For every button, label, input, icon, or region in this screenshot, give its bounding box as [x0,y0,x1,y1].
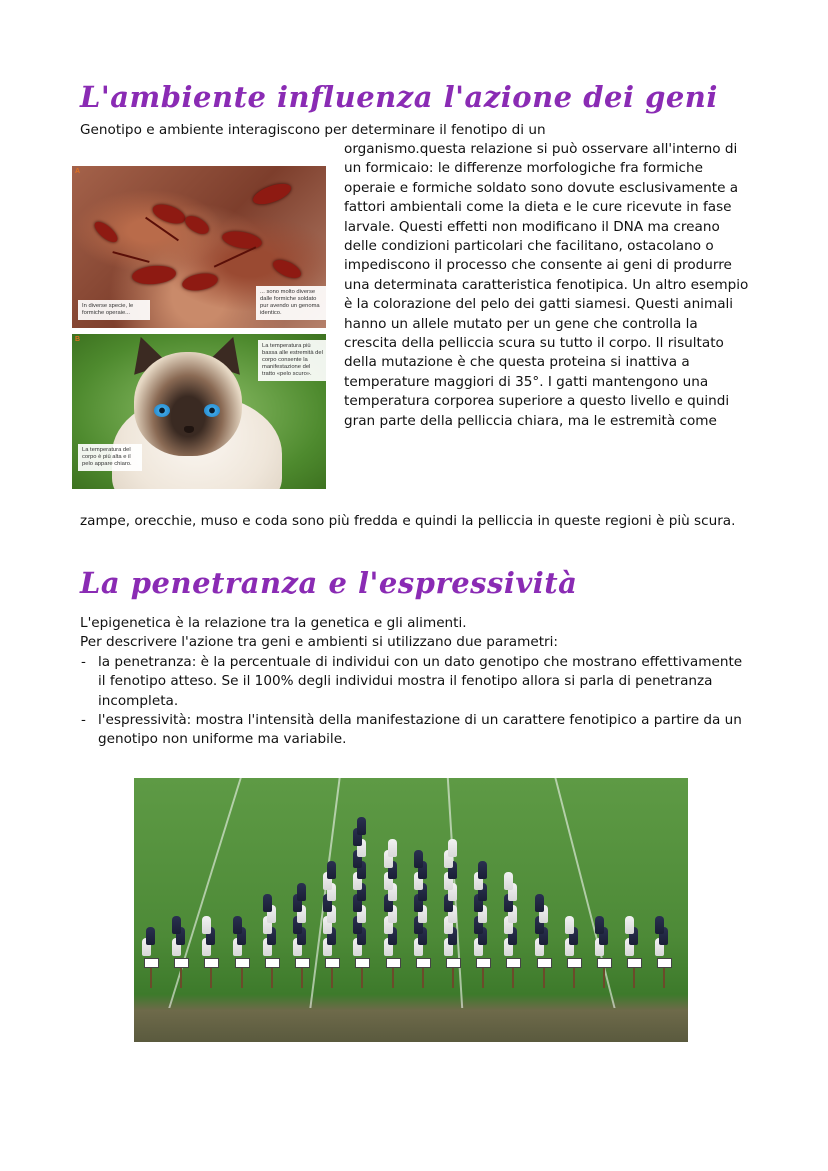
cat-caption-bottom: La temperatura del corpo è più alta e il pelo appare chiaro. [78,444,142,471]
person-figure [263,894,272,912]
person-figure [297,883,306,901]
ant-leg [214,246,257,267]
person-figure [388,839,397,857]
person-figure [414,850,423,868]
ant-shape [131,264,176,286]
height-sign [265,958,280,968]
body-text: organismo.questa relazione si può osservare all'interno di un formicaio: le differenze morfologiche fra formiche operaie e formiche soldato sono dovute esclusivamente a fattori ambientali come la dieta e le cure ricevute in fase larvale. Questi effetti non modificano il DNA ma creano delle condizioni particolari che facilitano, ostacolano o impediscono il processo che consente ai geni di produrre una determinata caratteristica fenotipica. Un altro esempio è la colorazione del pelo dei gatti siamesi. Questi animali hanno un allele mutato per un gene che controlla la crescita della pelliccia scura su tutto il corpo. Il risultato della mutazione è che questa proteina si inattiva a temperature maggiori di 35°. I gatti mantengono una temperatura corporea superiore a questo livello e quindi gran parte della pelliccia chiara, ma le estremità come [344,141,749,429]
height-sign [537,958,552,968]
person-figure [448,839,457,857]
cat-eye [204,404,220,417]
height-sign [416,958,431,968]
height-sign [597,958,612,968]
students-height-photo [134,778,688,1042]
siamese-cat-figure [72,334,326,489]
person-figure [478,861,487,879]
height-sign [204,958,219,968]
ant-shape [270,256,303,281]
height-sign [144,958,159,968]
list-item: - l'espressività: mostra l'intensità della manifestazione di un carattere fenotipico a partire da un genotipo non uniforme ma variabile. [80,711,750,750]
height-sign [446,958,461,968]
person-figure [357,817,366,835]
cat-nose [184,426,194,433]
height-sign [657,958,672,968]
height-sign [235,958,250,968]
ants-figure [72,166,326,328]
cat-eye [154,404,170,417]
person-figure [146,927,155,945]
person-figure [327,861,336,879]
paragraph: L'epigenetica è la relazione tra la genetica e gli alimenti. [80,615,467,631]
person-figure [202,916,211,934]
height-sign [506,958,521,968]
ant-leg [112,251,149,263]
height-sign [355,958,370,968]
height-sign [627,958,642,968]
ant-shape [182,212,212,237]
bullet-list [80,653,750,750]
height-sign [386,958,401,968]
ant-shape [250,180,293,209]
height-sign [476,958,491,968]
person-figure [625,916,634,934]
cat-head [134,352,242,456]
ant-shape [181,271,219,293]
height-sign [567,958,582,968]
ants-caption-right: ... sono molto diverse dalle formiche soldato pur avendo un genoma identico. [256,286,326,320]
ant-shape [221,229,263,252]
person-figure [172,916,181,934]
person-figure [655,916,664,934]
height-sign [295,958,310,968]
person-figure [595,916,604,934]
cat-caption-top: La temperatura più bassa alle estremità del corpo consente la manifestazione del tratto «pelo scuro». [258,340,326,381]
section-body [80,614,750,750]
height-sign [174,958,189,968]
ants-caption-left: In diverse specie, le formiche operaie... [78,300,150,320]
closing-text: zampe, orecchie, muso e coda sono più fredda e quindi la pelliccia in queste regioni è più scura. [80,513,736,529]
section-title: L'ambiente influenza l'azione dei geni [80,80,718,114]
person-figure [233,916,242,934]
paragraph: Per descrivere l'azione tra geni e ambienti si utilizzano due parametri: [80,634,558,651]
list-item: - la penetranza: è la percentuale di individui con un dato genotipo che mostrano effettivamente il fenotipo atteso. Se il 100% degli individui mostra il fenotipo allora si parla di penetranza incompleta. [80,653,750,711]
yard-line [554,778,615,1008]
height-sign [325,958,340,968]
person-figure [565,916,574,934]
section-title: La penetranza e l'espressività [80,566,578,600]
person-figure [504,872,513,890]
person-figure [535,894,544,912]
figure-letter: B [75,336,81,343]
ant-shape [91,218,120,245]
figure-letter: A [75,168,81,175]
intro-text: Genotipo e ambiente interagiscono per determinare il fenotipo di un [80,122,546,138]
